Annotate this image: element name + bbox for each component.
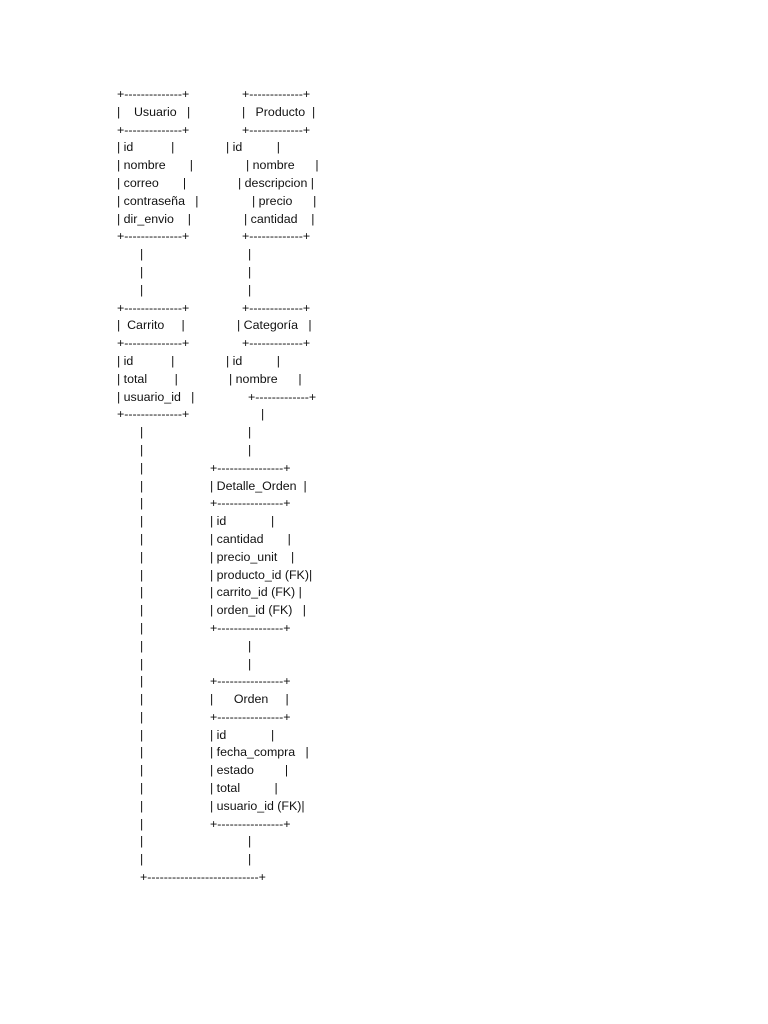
connector: |: [140, 763, 144, 778]
diagram-line: [0, 513, 768, 531]
connector: |: [140, 549, 144, 564]
line-segment: | estado |: [210, 763, 289, 778]
line-segment: | nombre |: [117, 158, 193, 173]
connector: |: [248, 425, 252, 440]
connector: |: [140, 603, 144, 618]
diagram-line: [0, 833, 768, 851]
line-segment: | Orden |: [210, 692, 289, 707]
line-segment: | dir_envio |: [117, 211, 191, 226]
line-segment: +--------------+: [117, 122, 190, 137]
connector: |: [140, 692, 144, 707]
connector: |: [140, 442, 144, 457]
connector: |: [248, 282, 252, 297]
diagram-line: [0, 798, 768, 816]
line-segment: | id |: [210, 727, 275, 742]
connector: |: [140, 567, 144, 582]
connector: |: [140, 638, 144, 653]
line-segment: | descripcion |: [238, 175, 314, 190]
line-segment: | total |: [117, 371, 178, 386]
diagram-line: [0, 460, 768, 478]
diagram-line: [0, 478, 768, 496]
line-segment: | id |: [117, 140, 175, 155]
connector: |: [140, 798, 144, 813]
line-segment: | id |: [210, 514, 275, 529]
connector: |: [140, 674, 144, 689]
line-segment: +--------------+: [117, 87, 190, 101]
diagram-line: [0, 620, 768, 638]
connector: |: [140, 656, 144, 671]
diagram-line: [0, 193, 768, 211]
line-segment: | producto_id (FK)|: [210, 567, 313, 582]
diagram-line: [0, 567, 768, 585]
line-segment: | orden_id (FK) |: [210, 603, 306, 618]
diagram-line: [0, 656, 768, 674]
line-segment: +--------------+: [117, 229, 190, 244]
diagram-line: [0, 762, 768, 780]
diagram-line: [0, 175, 768, 193]
diagram-line: [0, 851, 768, 869]
line-segment: | Carrito |: [117, 318, 185, 333]
line-segment: +-------------+: [242, 300, 311, 315]
diagram-line: [0, 353, 768, 371]
connector: |: [140, 264, 144, 279]
diagram-line: [0, 406, 768, 424]
line-segment: | cantidad |: [210, 531, 291, 546]
diagram-line: [0, 300, 768, 318]
line-segment: +----------------+: [210, 460, 291, 475]
diagram-line: [0, 211, 768, 229]
line-segment: | nombre |: [229, 371, 302, 386]
line-segment: +---------------------------+: [140, 870, 266, 885]
diagram-line: [0, 531, 768, 549]
connector: |: [140, 478, 144, 493]
line-segment: | cantidad |: [244, 211, 315, 226]
connector: |: [140, 460, 144, 475]
ascii-er-diagram: [0, 86, 768, 887]
diagram-line: [0, 602, 768, 620]
connector: |: [248, 247, 252, 262]
connector: |: [140, 834, 144, 849]
line-segment: +----------------+: [210, 816, 291, 831]
connector: |: [248, 656, 252, 671]
diagram-line: [0, 157, 768, 175]
diagram-line: [0, 228, 768, 246]
diagram-line: [0, 709, 768, 727]
connector: |: [140, 282, 144, 297]
connector: |: [140, 514, 144, 529]
connector: |: [140, 496, 144, 511]
line-segment: | id |: [117, 353, 175, 368]
diagram-line: [0, 122, 768, 140]
connector: |: [140, 781, 144, 796]
diagram-line: [0, 282, 768, 300]
diagram-line: [0, 495, 768, 513]
line-segment: +--------------+: [117, 407, 190, 422]
line-segment: | nombre |: [246, 158, 319, 173]
line-segment: +-------------+: [242, 87, 311, 101]
diagram-line: [0, 584, 768, 602]
line-segment: +-------------+: [248, 389, 317, 404]
line-segment: +-------------+: [242, 336, 311, 351]
line-segment: +----------------+: [210, 620, 291, 635]
diagram-line: [0, 424, 768, 442]
line-segment: | contraseña |: [117, 193, 199, 208]
line-segment: | precio |: [252, 193, 317, 208]
diagram-line: [0, 549, 768, 567]
line-segment: | carrito_id (FK) |: [210, 585, 302, 600]
line-segment: | fecha_compra |: [210, 745, 309, 760]
line-segment: +----------------+: [210, 496, 291, 511]
diagram-line: [0, 246, 768, 264]
connector: |: [140, 745, 144, 760]
line-segment: | usuario_id |: [117, 389, 195, 404]
line-segment: +----------------+: [210, 709, 291, 724]
connector: |: [140, 531, 144, 546]
connector: |: [261, 407, 265, 422]
line-segment: +----------------+: [210, 674, 291, 689]
line-segment: +--------------+: [117, 300, 190, 315]
diagram-line: [0, 780, 768, 798]
diagram-line: [0, 744, 768, 762]
line-segment: | Detalle_Orden |: [210, 478, 307, 493]
line-segment: +-------------+: [242, 229, 311, 244]
line-segment: | Usuario |: [117, 104, 191, 119]
connector: |: [248, 834, 252, 849]
connector: |: [140, 816, 144, 831]
line-segment: +--------------+: [117, 336, 190, 351]
line-segment: | correo |: [117, 175, 187, 190]
diagram-line: [0, 104, 768, 122]
connector: |: [248, 852, 252, 867]
line-segment: | precio_unit |: [210, 549, 295, 564]
line-segment: | usuario_id (FK)|: [210, 798, 305, 813]
diagram-line: [0, 691, 768, 709]
connector: |: [248, 442, 252, 457]
line-segment: | Producto |: [242, 104, 316, 119]
diagram-line: [0, 317, 768, 335]
connector: |: [140, 585, 144, 600]
connector: |: [140, 852, 144, 867]
connector: |: [140, 425, 144, 440]
diagram-line: [0, 869, 768, 887]
line-segment: +-------------+: [242, 122, 311, 137]
diagram-line: [0, 139, 768, 157]
connector: |: [248, 638, 252, 653]
diagram-line: [0, 727, 768, 745]
diagram-line: [0, 389, 768, 407]
line-segment: | Categoría |: [237, 318, 312, 333]
diagram-line: [0, 673, 768, 691]
diagram-line: [0, 371, 768, 389]
connector: |: [140, 247, 144, 262]
line-segment: | id |: [226, 140, 280, 155]
diagram-line: [0, 816, 768, 834]
diagram-line: [0, 442, 768, 460]
connector: |: [140, 709, 144, 724]
line-segment: | total |: [210, 781, 278, 796]
diagram-line: [0, 264, 768, 282]
diagram-line: [0, 86, 768, 104]
diagram-line: [0, 335, 768, 353]
connector: |: [140, 727, 144, 742]
diagram-line: [0, 638, 768, 656]
line-segment: | id |: [226, 353, 280, 368]
connector: |: [248, 264, 252, 279]
connector: |: [140, 620, 144, 635]
